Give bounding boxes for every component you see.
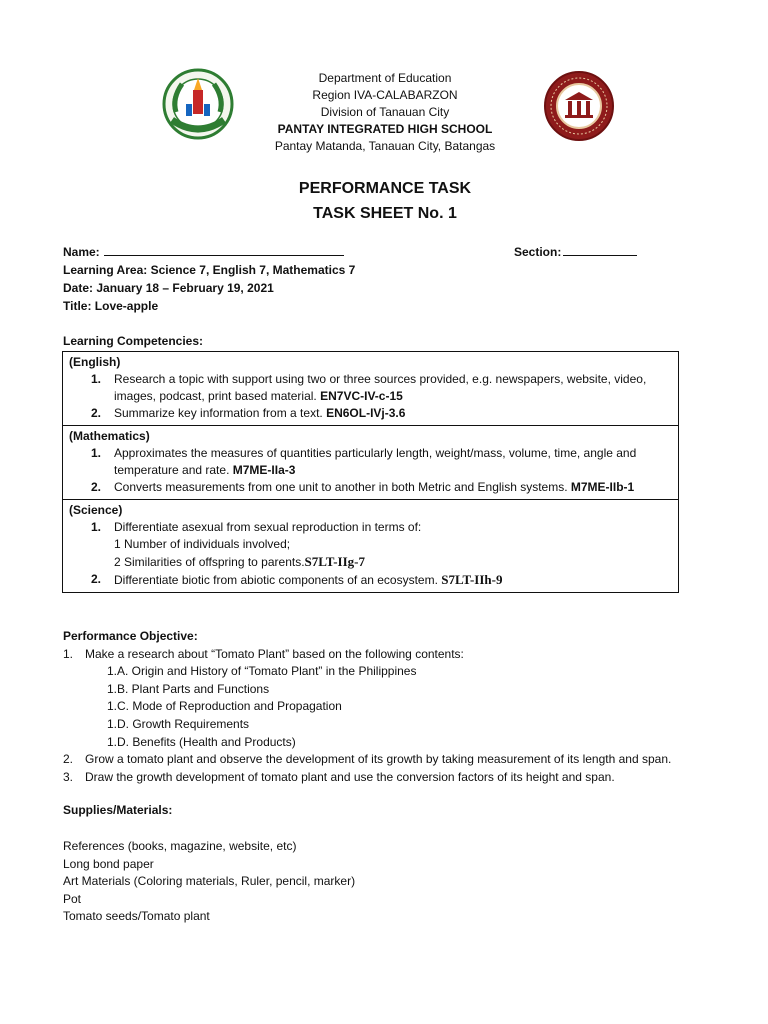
item-code: M7ME-IIa-3: [232, 463, 296, 477]
header-region: Region IVA-CALABARZON: [312, 88, 458, 102]
list-item: [69, 479, 672, 496]
title-line-2: TASK SHEET No. 1: [313, 205, 457, 222]
list-item: Long bond paper: [63, 856, 154, 871]
task-title: Title: Love-apple: [63, 299, 159, 313]
item-number: 2.: [91, 406, 102, 420]
item-text: Approximates the measures of quantities particularly length, weight/mass, volume, time, angle and temperature and rate.: [114, 446, 637, 477]
item-text: Differentiate biotic from abiotic components of an ecosystem.: [114, 573, 438, 587]
english-section: [63, 352, 678, 426]
item-subline-with-code: [114, 553, 672, 571]
item-code: S7LT-IIg-7: [304, 554, 366, 569]
list-item: 1.C. Mode of Reproduction and Propagation: [107, 699, 342, 714]
section-label: Section:: [514, 245, 562, 259]
name-row: [63, 243, 703, 261]
list-item: Art Materials (Coloring materials, Ruler, pencil, marker): [63, 874, 356, 889]
item-number: 1.: [63, 646, 74, 661]
header-department: Department of Education: [318, 71, 452, 85]
list-item: [69, 371, 672, 405]
title-line-1: PERFORMANCE TASK: [298, 180, 472, 197]
item-text: Differentiate asexual from sexual reproduction in terms of:: [114, 520, 422, 534]
math-section: [63, 426, 678, 500]
science-section: [63, 500, 678, 592]
item-code: M7ME-IIb-1: [570, 480, 635, 494]
name-blank[interactable]: [104, 243, 344, 256]
item-code: S7LT-IIh-9: [441, 572, 503, 587]
materials-list: [63, 838, 355, 926]
item-text: Make a research about “Tomato Plant” based on the following contents:: [85, 646, 464, 661]
item-number: 1.: [91, 446, 102, 460]
section-blank[interactable]: [563, 243, 637, 256]
item-subline: 2 Similarities of offspring to parents.: [114, 555, 305, 569]
date-range: Date: January 18 – February 19, 2021: [63, 281, 274, 295]
item-number: 3.: [63, 769, 74, 784]
list-item: [69, 405, 672, 422]
student-info: [63, 243, 703, 315]
performance-objective: [63, 628, 743, 786]
math-head: (Mathematics): [69, 429, 150, 443]
competencies-label: Learning Competencies:: [63, 334, 204, 348]
learning-area: Learning Area: Science 7, English 7, Mathematics 7: [63, 263, 356, 277]
list-item: [69, 445, 672, 479]
item-number: 2.: [91, 572, 102, 586]
list-item: References (books, magazine, website, etc): [63, 839, 297, 853]
item-text: Draw the growth development of tomato plant and use the conversion factors of its height and span.: [85, 769, 615, 784]
header-division: Division of Tanauan City: [320, 105, 450, 119]
header-school: PANTAY INTEGRATED HIGH SCHOOL: [277, 122, 493, 136]
item-text: Research a topic with support using two or three sources provided, e.g. newspapers, website, video, images, podcast, print based material.: [114, 372, 647, 403]
list-item: Tomato seeds/Tomato plant: [63, 909, 210, 924]
list-item: 1.D. Benefits (Health and Products): [107, 734, 296, 749]
supplies-label: Supplies/Materials:: [63, 803, 173, 817]
list-item: Pot: [63, 891, 82, 906]
header-address: Pantay Matanda, Tanauan City, Batangas: [274, 139, 496, 153]
item-number: 2.: [63, 752, 74, 767]
item-number: 1.: [91, 520, 102, 534]
section-field: [514, 243, 637, 261]
item-text: Grow a tomato plant and observe the development of its growth by taking measurement of its length and span.: [85, 752, 672, 767]
page-title: [200, 176, 570, 226]
objective-label: Performance Objective:: [63, 629, 198, 643]
name-label: Name:: [63, 245, 100, 259]
competencies-table: [62, 351, 679, 593]
item-subline: 1 Number of individuals involved;: [114, 537, 291, 551]
science-head: (Science): [69, 503, 123, 517]
list-item: [69, 571, 672, 589]
list-item: [69, 519, 672, 571]
list-item: [63, 646, 743, 664]
item-text: Summarize key information from a text.: [114, 406, 323, 420]
item-number: 2.: [91, 480, 102, 494]
item-code: EN7VC-IV-c-15: [320, 389, 403, 403]
list-item: 1.D. Growth Requirements: [107, 716, 250, 731]
letterhead: [200, 70, 570, 155]
list-item: 1.B. Plant Parts and Functions: [107, 681, 270, 696]
list-item: [63, 769, 743, 787]
english-head: (English): [69, 355, 121, 369]
item-number: 1.: [91, 372, 102, 386]
list-item: [63, 751, 743, 769]
list-item: 1.A. Origin and History of “Tomato Plant” in the Philippines: [107, 664, 417, 679]
item-text: Converts measurements from one unit to another in both Metric and English systems.: [114, 480, 568, 494]
objective-sublist: [63, 663, 743, 751]
item-code: EN6OL-IVj-3.6: [326, 406, 406, 420]
